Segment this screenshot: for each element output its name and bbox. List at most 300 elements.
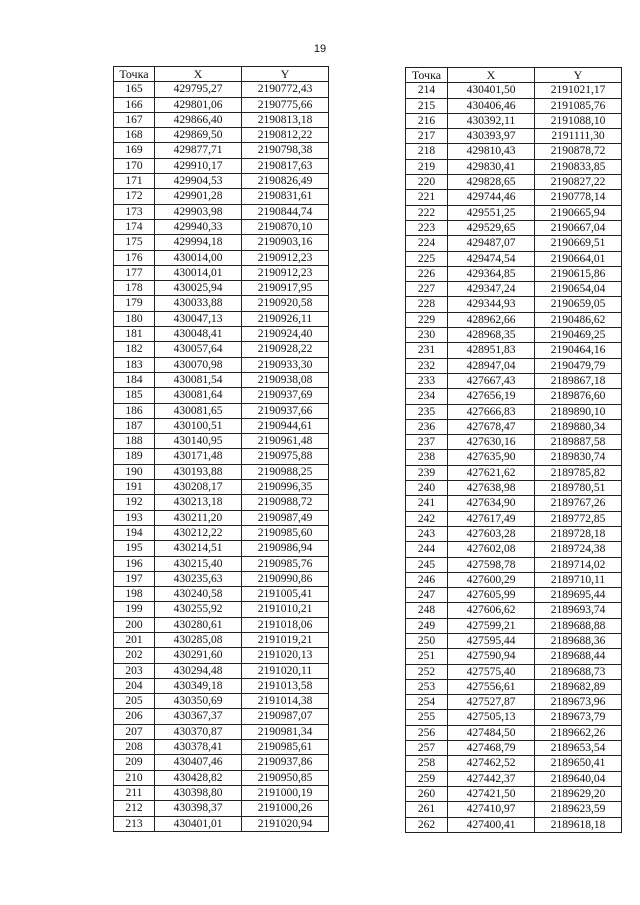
- cell-y: 2190944,61: [242, 418, 329, 433]
- table-row: [406, 633, 622, 648]
- table-row: [406, 756, 622, 771]
- cell-x: 427635,90: [448, 450, 535, 465]
- table-row: [406, 588, 622, 603]
- cell-y: 2190920,58: [242, 296, 329, 311]
- cell-y: 2190667,04: [535, 220, 622, 235]
- table-row: [406, 649, 622, 664]
- cell-x: 427603,28: [448, 526, 535, 541]
- cell-x: 430378,41: [155, 740, 242, 755]
- cell-x: 429801,06: [155, 97, 242, 112]
- cell-point: 203: [114, 663, 155, 678]
- table-row: [406, 496, 622, 511]
- header-x: X: [155, 67, 242, 82]
- table-row: [114, 785, 329, 800]
- cell-x: 429795,27: [155, 82, 242, 97]
- cell-y: 2189714,02: [535, 557, 622, 572]
- table-body-right: [406, 83, 622, 833]
- cell-y: 2189880,34: [535, 419, 622, 434]
- cell-x: 427462,52: [448, 756, 535, 771]
- cell-y: 2190486,62: [535, 312, 622, 327]
- cell-y: 2190996,35: [242, 480, 329, 495]
- table-row: [114, 709, 329, 724]
- cell-point: 212: [114, 801, 155, 816]
- cell-x: 430070,98: [155, 357, 242, 372]
- cell-point: 258: [406, 756, 448, 771]
- table-body-left: [114, 82, 329, 832]
- cell-point: 222: [406, 205, 448, 220]
- cell-x: 430370,87: [155, 724, 242, 739]
- cell-point: 181: [114, 327, 155, 342]
- cell-x: 429364,85: [448, 266, 535, 281]
- cell-y: 2190937,69: [242, 388, 329, 403]
- cell-point: 228: [406, 297, 448, 312]
- cell-point: 215: [406, 98, 448, 113]
- cell-x: 428947,04: [448, 358, 535, 373]
- cell-y: 2189662,26: [535, 725, 622, 740]
- cell-x: 430057,64: [155, 342, 242, 357]
- cell-y: 2190987,49: [242, 510, 329, 525]
- table-row: [406, 725, 622, 740]
- cell-y: 2189629,20: [535, 786, 622, 801]
- cell-point: 202: [114, 648, 155, 663]
- cell-point: 256: [406, 725, 448, 740]
- cell-y: 2190928,22: [242, 342, 329, 357]
- cell-y: 2189693,74: [535, 603, 622, 618]
- cell-point: 235: [406, 404, 448, 419]
- cell-y: 2189618,18: [535, 817, 622, 832]
- table-row: [114, 571, 329, 586]
- cell-y: 2190912,23: [242, 265, 329, 280]
- cell-x: 427400,41: [448, 817, 535, 832]
- cell-y: 2190778,14: [535, 190, 622, 205]
- cell-x: 430285,08: [155, 632, 242, 647]
- table-row: [406, 373, 622, 388]
- table-row: [114, 648, 329, 663]
- table-row: [406, 113, 622, 128]
- cell-x: 427606,62: [448, 603, 535, 618]
- cell-point: 192: [114, 495, 155, 510]
- table-row: [406, 557, 622, 572]
- table-row: [114, 82, 329, 97]
- cell-point: 196: [114, 556, 155, 571]
- cell-x: 429903,98: [155, 204, 242, 219]
- table-row: [114, 480, 329, 495]
- table-row: [114, 296, 329, 311]
- table-row: [406, 786, 622, 801]
- table-row: [114, 311, 329, 326]
- cell-point: 198: [114, 587, 155, 602]
- table-row: [406, 741, 622, 756]
- cell-x: 430255,92: [155, 602, 242, 617]
- cell-y: 2189673,96: [535, 695, 622, 710]
- cell-x: 427468,79: [448, 741, 535, 756]
- table-header-row: [406, 68, 622, 83]
- cell-point: 183: [114, 357, 155, 372]
- table-row: [114, 327, 329, 342]
- cell-y: 2190990,86: [242, 571, 329, 586]
- table-row: [406, 603, 622, 618]
- cell-point: 242: [406, 511, 448, 526]
- cell-y: 2191021,17: [535, 83, 622, 98]
- cell-point: 214: [406, 83, 448, 98]
- cell-y: 2190987,07: [242, 709, 329, 724]
- cell-x: 430401,50: [448, 83, 535, 98]
- cell-point: 165: [114, 82, 155, 97]
- table-row: [114, 403, 329, 418]
- cell-point: 200: [114, 617, 155, 632]
- coordinates-table-right: [405, 67, 622, 833]
- table-row: [114, 724, 329, 739]
- cell-point: 249: [406, 618, 448, 633]
- cell-x: 427667,43: [448, 373, 535, 388]
- cell-x: 428951,83: [448, 343, 535, 358]
- cell-x: 429344,93: [448, 297, 535, 312]
- cell-x: 430349,18: [155, 678, 242, 693]
- cell-x: 430291,60: [155, 648, 242, 663]
- table-row: [406, 710, 622, 725]
- cell-x: 427575,40: [448, 664, 535, 679]
- table-row: [114, 770, 329, 785]
- table-row: [114, 158, 329, 173]
- table-row: [114, 495, 329, 510]
- table-row: [406, 343, 622, 358]
- table-row: [406, 328, 622, 343]
- table-row: [114, 219, 329, 234]
- cell-y: 2191111,30: [535, 129, 622, 144]
- cell-y: 2190798,38: [242, 143, 329, 158]
- cell-x: 429869,50: [155, 128, 242, 143]
- cell-point: 185: [114, 388, 155, 403]
- cell-y: 2189640,04: [535, 771, 622, 786]
- table-row: [114, 449, 329, 464]
- cell-y: 2189688,73: [535, 664, 622, 679]
- cell-x: 427484,50: [448, 725, 535, 740]
- cell-x: 427505,13: [448, 710, 535, 725]
- cell-x: 430081,65: [155, 403, 242, 418]
- cell-x: 427602,08: [448, 542, 535, 557]
- cell-x: 429744,46: [448, 190, 535, 205]
- cell-y: 2189688,36: [535, 633, 622, 648]
- table-row: [114, 372, 329, 387]
- cell-x: 430280,61: [155, 617, 242, 632]
- cell-point: 180: [114, 311, 155, 326]
- cell-y: 2190664,01: [535, 251, 622, 266]
- cell-point: 190: [114, 464, 155, 479]
- cell-y: 2190826,49: [242, 174, 329, 189]
- cell-x: 427666,83: [448, 404, 535, 419]
- cell-point: 239: [406, 465, 448, 480]
- cell-point: 194: [114, 525, 155, 540]
- cell-point: 175: [114, 235, 155, 250]
- cell-point: 179: [114, 296, 155, 311]
- cell-y: 2191014,38: [242, 694, 329, 709]
- cell-point: 250: [406, 633, 448, 648]
- cell-y: 2189767,26: [535, 496, 622, 511]
- cell-y: 2189650,41: [535, 756, 622, 771]
- table-row: [114, 801, 329, 816]
- cell-x: 430100,51: [155, 418, 242, 433]
- table-row: [114, 112, 329, 127]
- cell-point: 219: [406, 159, 448, 174]
- cell-y: 2191013,58: [242, 678, 329, 693]
- table-row: [406, 83, 622, 98]
- cell-x: 430215,40: [155, 556, 242, 571]
- table-row: [114, 143, 329, 158]
- cell-point: 210: [114, 770, 155, 785]
- cell-point: 233: [406, 373, 448, 388]
- cell-y: 2189688,44: [535, 649, 622, 664]
- cell-y: 2190469,25: [535, 328, 622, 343]
- cell-y: 2189890,10: [535, 404, 622, 419]
- cell-point: 193: [114, 510, 155, 525]
- table-row: [406, 419, 622, 434]
- table-row: [114, 265, 329, 280]
- header-point: Точка: [114, 67, 155, 82]
- cell-x: 430033,88: [155, 296, 242, 311]
- table-row: [406, 618, 622, 633]
- cell-y: 2190985,60: [242, 525, 329, 540]
- cell-x: 429877,71: [155, 143, 242, 158]
- table-row: [114, 342, 329, 357]
- cell-y: 2190975,88: [242, 449, 329, 464]
- table-row: [114, 281, 329, 296]
- cell-y: 2191000,19: [242, 785, 329, 800]
- table-row: [406, 679, 622, 694]
- cell-x: 430392,11: [448, 113, 535, 128]
- cell-point: 251: [406, 649, 448, 664]
- cell-x: 430367,37: [155, 709, 242, 724]
- table-row: [114, 189, 329, 204]
- cell-y: 2189876,60: [535, 389, 622, 404]
- cell-y: 2190772,43: [242, 82, 329, 97]
- cell-point: 218: [406, 144, 448, 159]
- cell-x: 427599,21: [448, 618, 535, 633]
- table-row: [406, 190, 622, 205]
- table-row: [406, 404, 622, 419]
- cell-point: 240: [406, 481, 448, 496]
- table-row: [406, 312, 622, 327]
- cell-y: 2190981,34: [242, 724, 329, 739]
- cell-point: 167: [114, 112, 155, 127]
- cell-x: 430401,01: [155, 816, 242, 831]
- cell-y: 2190988,72: [242, 495, 329, 510]
- cell-x: 430240,58: [155, 587, 242, 602]
- cell-point: 243: [406, 526, 448, 541]
- cell-x: 430208,17: [155, 480, 242, 495]
- cell-x: 430294,48: [155, 663, 242, 678]
- cell-point: 231: [406, 343, 448, 358]
- table-row: [114, 434, 329, 449]
- cell-x: 430014,00: [155, 250, 242, 265]
- table-row: [406, 282, 622, 297]
- cell-x: 430428,82: [155, 770, 242, 785]
- cell-point: 197: [114, 571, 155, 586]
- cell-y: 2191000,26: [242, 801, 329, 816]
- cell-x: 429994,18: [155, 235, 242, 250]
- table-row: [406, 220, 622, 235]
- cell-x: 427600,29: [448, 572, 535, 587]
- cell-y: 2190665,94: [535, 205, 622, 220]
- cell-y: 2191020,94: [242, 816, 329, 831]
- cell-x: 427442,37: [448, 771, 535, 786]
- cell-y: 2190833,85: [535, 159, 622, 174]
- cell-point: 209: [114, 755, 155, 770]
- cell-x: 430350,69: [155, 694, 242, 709]
- cell-x: 430214,51: [155, 541, 242, 556]
- cell-y: 2189772,85: [535, 511, 622, 526]
- cell-y: 2190986,94: [242, 541, 329, 556]
- table-row: [114, 174, 329, 189]
- cell-y: 2190659,05: [535, 297, 622, 312]
- table-row: [406, 526, 622, 541]
- header-y: Y: [242, 67, 329, 82]
- table-row: [406, 511, 622, 526]
- cell-y: 2190878,72: [535, 144, 622, 159]
- cell-y: 2189695,44: [535, 588, 622, 603]
- cell-point: 166: [114, 97, 155, 112]
- table-row: [114, 204, 329, 219]
- cell-x: 427605,99: [448, 588, 535, 603]
- cell-point: 182: [114, 342, 155, 357]
- table-row: [114, 816, 329, 831]
- table-row: [406, 450, 622, 465]
- table-row: [406, 542, 622, 557]
- table-row: [114, 663, 329, 678]
- cell-y: 2190938,08: [242, 372, 329, 387]
- table-row: [114, 755, 329, 770]
- cell-x: 427410,97: [448, 802, 535, 817]
- header-point: Точка: [406, 68, 448, 83]
- cell-point: 225: [406, 251, 448, 266]
- table-row: [406, 389, 622, 404]
- cell-x: 429830,41: [448, 159, 535, 174]
- cell-point: 261: [406, 802, 448, 817]
- page-number: 19: [313, 43, 327, 55]
- cell-y: 2189780,51: [535, 481, 622, 496]
- cell-point: 230: [406, 328, 448, 343]
- cell-x: 430081,54: [155, 372, 242, 387]
- table-row: [114, 632, 329, 647]
- cell-x: 427656,19: [448, 389, 535, 404]
- cell-point: 199: [114, 602, 155, 617]
- table-row: [406, 266, 622, 281]
- cell-y: 2190937,66: [242, 403, 329, 418]
- cell-x: 429904,53: [155, 174, 242, 189]
- cell-x: 430213,18: [155, 495, 242, 510]
- cell-y: 2190933,30: [242, 357, 329, 372]
- cell-x: 429940,33: [155, 219, 242, 234]
- cell-x: 430014,01: [155, 265, 242, 280]
- table-row: [114, 97, 329, 112]
- cell-y: 2190812,22: [242, 128, 329, 143]
- header-x: X: [448, 68, 535, 83]
- cell-y: 2191010,21: [242, 602, 329, 617]
- cell-point: 236: [406, 419, 448, 434]
- cell-y: 2190831,61: [242, 189, 329, 204]
- cell-x: 430193,88: [155, 464, 242, 479]
- table-row: [114, 128, 329, 143]
- cell-y: 2191088,10: [535, 113, 622, 128]
- cell-x: 430047,13: [155, 311, 242, 326]
- table-header-row: [114, 67, 329, 82]
- table-row: [114, 617, 329, 632]
- cell-y: 2190775,66: [242, 97, 329, 112]
- table-row: [114, 388, 329, 403]
- cell-y: 2189673,79: [535, 710, 622, 725]
- cell-y: 2190844,74: [242, 204, 329, 219]
- table-row: [406, 695, 622, 710]
- cell-x: 429810,43: [448, 144, 535, 159]
- cell-x: 430407,46: [155, 755, 242, 770]
- cell-x: 430406,46: [448, 98, 535, 113]
- cell-x: 427556,61: [448, 679, 535, 694]
- cell-point: 255: [406, 710, 448, 725]
- cell-point: 224: [406, 236, 448, 251]
- cell-point: 177: [114, 265, 155, 280]
- cell-point: 226: [406, 266, 448, 281]
- cell-point: 168: [114, 128, 155, 143]
- cell-x: 427595,44: [448, 633, 535, 648]
- cell-x: 427421,50: [448, 786, 535, 801]
- table-row: [114, 464, 329, 479]
- cell-x: 430398,80: [155, 785, 242, 800]
- cell-y: 2190870,10: [242, 219, 329, 234]
- cell-y: 2189710,11: [535, 572, 622, 587]
- cell-y: 2190827,22: [535, 175, 622, 190]
- cell-point: 207: [114, 724, 155, 739]
- cell-x: 429474,54: [448, 251, 535, 266]
- cell-x: 427590,94: [448, 649, 535, 664]
- cell-point: 244: [406, 542, 448, 557]
- cell-y: 2190926,11: [242, 311, 329, 326]
- table-row: [114, 235, 329, 250]
- table-row: [406, 159, 622, 174]
- cell-y: 2189623,59: [535, 802, 622, 817]
- cell-y: 2190464,16: [535, 343, 622, 358]
- cell-point: 172: [114, 189, 155, 204]
- cell-x: 430212,22: [155, 525, 242, 540]
- cell-point: 232: [406, 358, 448, 373]
- cell-point: 252: [406, 664, 448, 679]
- cell-y: 2190985,76: [242, 556, 329, 571]
- cell-point: 171: [114, 174, 155, 189]
- cell-point: 187: [114, 418, 155, 433]
- cell-x: 427634,90: [448, 496, 535, 511]
- table-row: [406, 144, 622, 159]
- cell-x: 429529,65: [448, 220, 535, 235]
- table-row: [114, 525, 329, 540]
- cell-y: 2190937,86: [242, 755, 329, 770]
- cell-x: 430081,64: [155, 388, 242, 403]
- table-row: [406, 481, 622, 496]
- cell-x: 430140,95: [155, 434, 242, 449]
- cell-point: 220: [406, 175, 448, 190]
- cell-point: 246: [406, 572, 448, 587]
- table-row: [114, 418, 329, 433]
- table-row: [406, 175, 622, 190]
- cell-x: 429347,24: [448, 282, 535, 297]
- table-row: [406, 572, 622, 587]
- cell-point: 195: [114, 541, 155, 556]
- cell-point: 259: [406, 771, 448, 786]
- header-y: Y: [535, 68, 622, 83]
- table-row: [406, 817, 622, 832]
- cell-point: 248: [406, 603, 448, 618]
- cell-point: 227: [406, 282, 448, 297]
- cell-y: 2190950,85: [242, 770, 329, 785]
- cell-point: 174: [114, 219, 155, 234]
- cell-point: 206: [114, 709, 155, 724]
